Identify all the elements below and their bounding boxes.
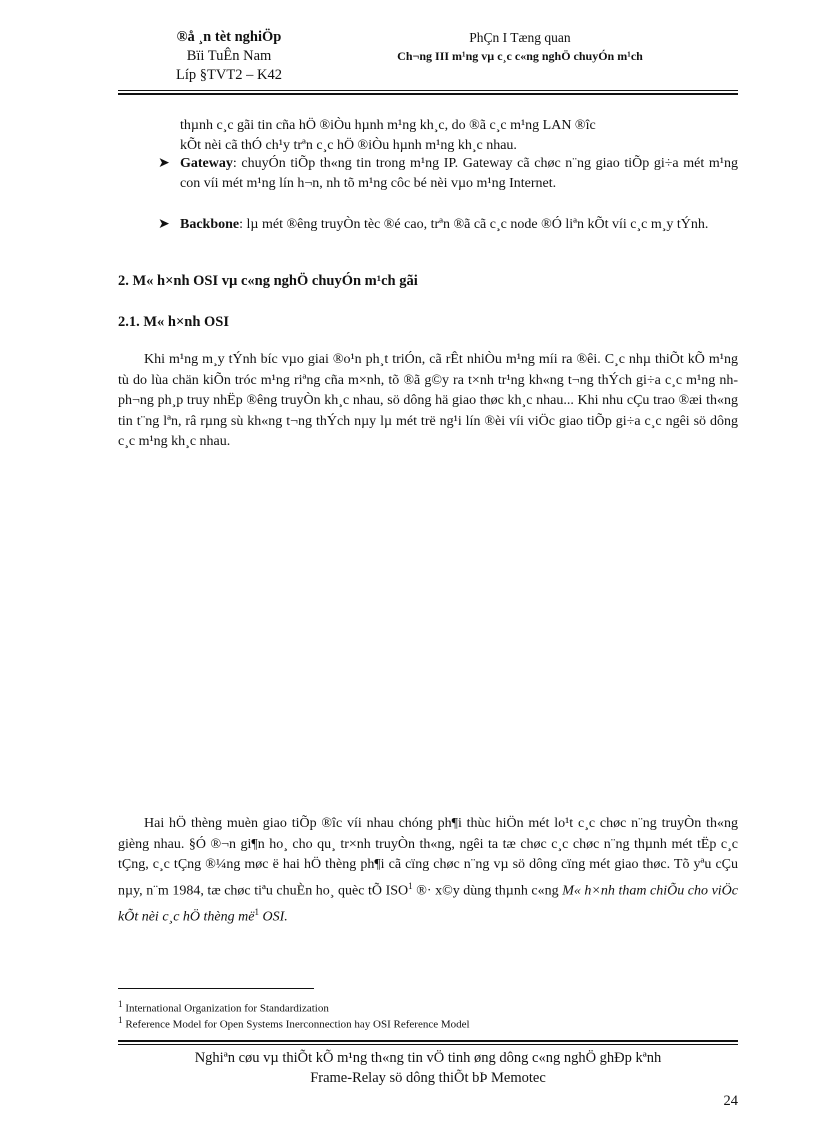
bullet-gateway (158, 154, 738, 194)
footer-line2: Frame-Relay sö dông thiÕt bÞ Memotec (310, 1070, 546, 1086)
bullet-arrow-icon: ➤ (158, 156, 170, 171)
header-part-title: PhÇn I Tæng quan (469, 30, 571, 45)
paragraph-osi-intro: Khi m¹ng m¸y tÝnh bíc vµo giai ®o¹n ph¸t triÓn, cã rÊt nhiÒu m¹ng míi ra ®êi. C¸c nhµ thiÕt kÕ m¹ng tù do lùa chän kiÕn tróc m¹ng riªng cña m×nh, tõ ®ã g©y ra t×nh tr¹ng kh«ng t¬ng thÝch gi÷a c¸c m¹ng nh ph¬ng ph¸p truy nhËp ®êng truyÒn kh¸c nhau, sö dông hä giao thøc kh¸c nhau... Khi nhu cÇu trao ®æi th«ng tin t¨ng lªn, râ rµng sù kh«ng t¬ng thÝch nµy lµ mét trë ng¹i lín ®èi víi viÖc giao tiÕp gi÷a c¸c ngêi sö dông c¸c m¹ng kh¸c nhau. (118, 352, 738, 450)
paragraph-osi-model-text: Hai hÖ thèng muèn giao tiÕp ®îc víi nhau chóng ph¶i thùc hiÖn mét lo¹t c¸c chøc n¨ng truyÒn th«ng gièng nhau. §Ó ®¬n gi¶n ho¸ cho qu¸ tr×nh truyÒn th«ng, ngêi ta tæ chøc c¸c chøc n¨ng thµnh mét tËp c¸c tÇng, c¸c tÇng ®¼ng møc ë hai hÖ thèng ph¶i cã cïng chøc n¨ng vµ sö dông cïng mét giao thøc. Tõ yªu cÇu nµy, n¨m 1984, tæ chøc tiªu chuÈn ho¸ quèc tÕ ISO (118, 816, 738, 899)
header-chapter-title: Ch¬ng III m¹ng vµ c¸c c«ng nghÖ chuyÓn m¹ch (397, 49, 643, 63)
subsection-heading: 2.1. M« h×nh OSI (118, 314, 230, 330)
footnote-2-text: Reference Model for Open Systems Inerconnection hay OSI Reference Model (122, 1018, 470, 1031)
header-author: Bïi TuÊn Nam (186, 48, 272, 64)
header-rule-thick (118, 93, 738, 95)
footer-rule-thin (118, 1044, 738, 1045)
footer-line1: Nghiªn cøu vµ thiÕt kÕ m¹ng th«ng tin vÖ tinh øng dông c«ng nghÖ ghÐp kªnh (194, 1050, 662, 1066)
bullet-continuation-line2: kÕt nèi cã thÓ ch¹y trªn c¸c hÖ ®iÒu hµnh m¹ng kh¸c nhau. (180, 138, 517, 153)
backbone-description: : lµ mét ®êng truyÒn tèc ®é cao, trªn ®ã cã c¸c node ®Ó liªn kÕt víi c¸c m¸y tÝnh. (239, 217, 709, 232)
footnote-ref-1[interactable]: 1 (408, 880, 413, 891)
footnote-1-mark: 1 (118, 999, 123, 1009)
footnote-2 (118, 1013, 470, 1033)
header-left (118, 28, 340, 85)
bullet-continuation (180, 116, 738, 156)
footer (118, 1048, 738, 1088)
footnote-2-mark: 1 (118, 1015, 123, 1025)
page-number: 24 (723, 1093, 738, 1109)
osi-model-term: M« h×nh tham chiÕu cho viÖc kÕt nèi c¸c hÖ thèng më (118, 883, 739, 925)
section-heading: 2. M« h×nh OSI vµ c«ng nghÖ chuyÓn m¹ch gãi (118, 273, 418, 289)
footer-rule-thick (118, 1040, 738, 1042)
paragraph-osi-model-end: OSI. (258, 909, 288, 925)
backbone-term: Backbone (180, 217, 240, 232)
bullet-continuation-line1: thµnh c¸c gãi tin cña hÖ ®iÒu hµnh m¹ng kh¸c, do ®ã c¸c m¹ng LAN ®îc (180, 118, 596, 133)
bullet-arrow-icon: ➤ (158, 217, 170, 232)
gateway-description: : chuyÓn tiÕp th«ng tin trong m¹ng IP. Gateway cã chøc n¨ng giao tiÕp gi÷a mét m¹ng con víi mét m¹ng lín h¬n, nh tõ m¹ng côc bé nèi vµo m¹ng Internet. (180, 156, 738, 191)
header-left-title: ®å ¸n tèt nghiÖp (176, 29, 282, 45)
footnote-ref-2[interactable]: 1 (254, 907, 259, 918)
header-class: Líp §TVT2 – K42 (176, 67, 282, 83)
gateway-term: Gateway (180, 156, 233, 171)
paragraph-osi-model (118, 814, 738, 928)
header-right (340, 28, 700, 66)
paragraph-osi-model-mid: ®· x©y dùng thµnh c«ng (412, 883, 563, 899)
footnote-1-text: International Organization for Standardization (122, 1002, 329, 1015)
bullet-backbone (158, 215, 738, 235)
header-rule-thin (118, 90, 738, 91)
footnote-separator (118, 988, 314, 989)
